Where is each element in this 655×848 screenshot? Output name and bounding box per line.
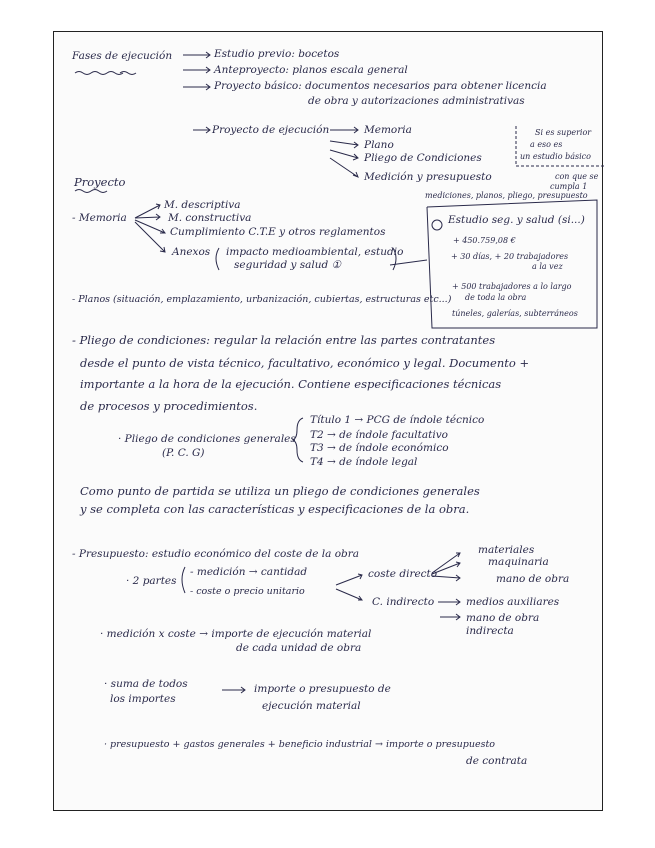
section-title-proyecto: Proyecto <box>74 175 126 189</box>
note-line: Si es superior <box>535 128 592 137</box>
suma-result: ejecución material <box>262 700 361 712</box>
estudio-item: túneles, galerías, subterráneos <box>452 309 578 318</box>
proyecto-ejecucion-text: Proyecto de ejecución <box>212 124 330 136</box>
titulo-item: T2 → de índole facultativo <box>310 429 448 441</box>
estudio-title: Estudio seg. y salud (si...) <box>448 214 585 226</box>
note-line: a eso es <box>530 140 563 149</box>
memoria-label: - Memoria <box>72 212 127 224</box>
titulo-item: Título 1 → PCG de índole técnico <box>310 414 485 426</box>
titulo-item: T4 → de índole legal <box>310 456 418 468</box>
partida-line: y se completa con las características y especificaciones de la obra. <box>80 502 470 516</box>
estudio-item: + 500 trabajadores a lo largo <box>452 282 572 291</box>
box-note: cumpla 1 <box>550 182 588 191</box>
directo-item: mano de obra <box>496 573 570 585</box>
titulo-item: T3 → de índole económico <box>310 442 449 454</box>
pcg-label: · Pliego de condiciones generales <box>118 433 296 445</box>
cumplimiento-text: Cumplimiento C.T.E y otros reglamentos <box>170 226 386 238</box>
directo-item: maquinaria <box>488 556 549 568</box>
pliego-line: de procesos y procedimientos. <box>80 399 258 413</box>
coste-directo-text: coste directo <box>368 568 438 580</box>
section-title-fases: Fases de ejecución <box>72 50 173 62</box>
estudio-item: de toda la obra <box>465 293 527 302</box>
formula-line: de cada unidad de obra <box>236 642 362 654</box>
pcg-abbr: (P. C. G) <box>162 447 205 459</box>
indirecto-item: mano de obra <box>466 612 540 624</box>
proyecto-basico-text-cont: de obra y autorizaciones administrativas <box>308 95 525 107</box>
estudio-item: a la vez <box>532 262 563 271</box>
estudio-item: + 450.759,08 € <box>453 236 516 245</box>
estudio-previo-text: Estudio previo: bocetos <box>214 48 340 60</box>
suma-line: los importes <box>110 693 176 705</box>
partida-line: Como punto de partida se utiliza un pliego de condiciones generales <box>80 484 480 498</box>
anexos-text: Anexos <box>172 246 211 258</box>
anteproyecto-text: Anteproyecto: planos escala general <box>214 64 408 76</box>
indirecto-item: medios auxiliares <box>466 596 560 608</box>
formula-line: · medición x coste → importe de ejecución material <box>100 628 372 640</box>
partes-label: · 2 partes <box>126 575 177 587</box>
box-note: con que se <box>555 172 599 181</box>
m-descriptiva-text: M. descriptiva <box>164 199 241 211</box>
directo-item: materiales <box>478 544 535 556</box>
note-line: un estudio básico <box>520 152 591 161</box>
planos-text: - Planos (situación, emplazamiento, urbanización, cubiertas, estructuras etc...) <box>72 294 452 305</box>
pliego-line: importante a la hora de la ejecución. Contiene especificaciones técnicas <box>80 377 502 391</box>
pliego-line: - Pliego de condiciones: regular la relación entre las partes contratantes <box>72 333 496 347</box>
final-line: · presupuesto + gastos generales + beneficio industrial → importe o presupuesto <box>104 739 496 750</box>
fase-item-memoria: Memoria <box>364 124 412 136</box>
estudio-item: + 30 días, + 20 trabajadores <box>451 252 569 261</box>
anexos-detail: impacto medioambiental, estudio <box>226 246 404 258</box>
presupuesto-title: - Presupuesto: estudio económico del coste de la obra <box>72 548 360 560</box>
final-line: de contrata <box>466 755 528 767</box>
c-indirecto-text: C. indirecto <box>372 596 435 608</box>
proyecto-basico-text: Proyecto básico: documentos necesarios para obtener licencia <box>214 80 547 92</box>
medicion-text: - medición → cantidad <box>190 566 308 578</box>
indirecto-item: indirecta <box>466 625 514 637</box>
fase-item-medicion: Medición y presupuesto <box>364 171 492 183</box>
box-header: mediciones, planos, pliego, presupuesto <box>425 191 588 200</box>
fase-item-pliego: Pliego de Condiciones <box>364 152 482 164</box>
anexos-detail: seguridad y salud ① <box>234 259 342 271</box>
coste-text: - coste o precio unitario <box>190 586 305 597</box>
m-constructiva-text: M. constructiva <box>168 212 252 224</box>
pliego-line: desde el punto de vista técnico, facultativo, económico y legal. Documento + <box>80 356 530 370</box>
suma-line: · suma de todos <box>104 678 188 690</box>
fase-item-plano: Plano <box>364 139 394 151</box>
suma-result: importe o presupuesto de <box>254 683 391 695</box>
